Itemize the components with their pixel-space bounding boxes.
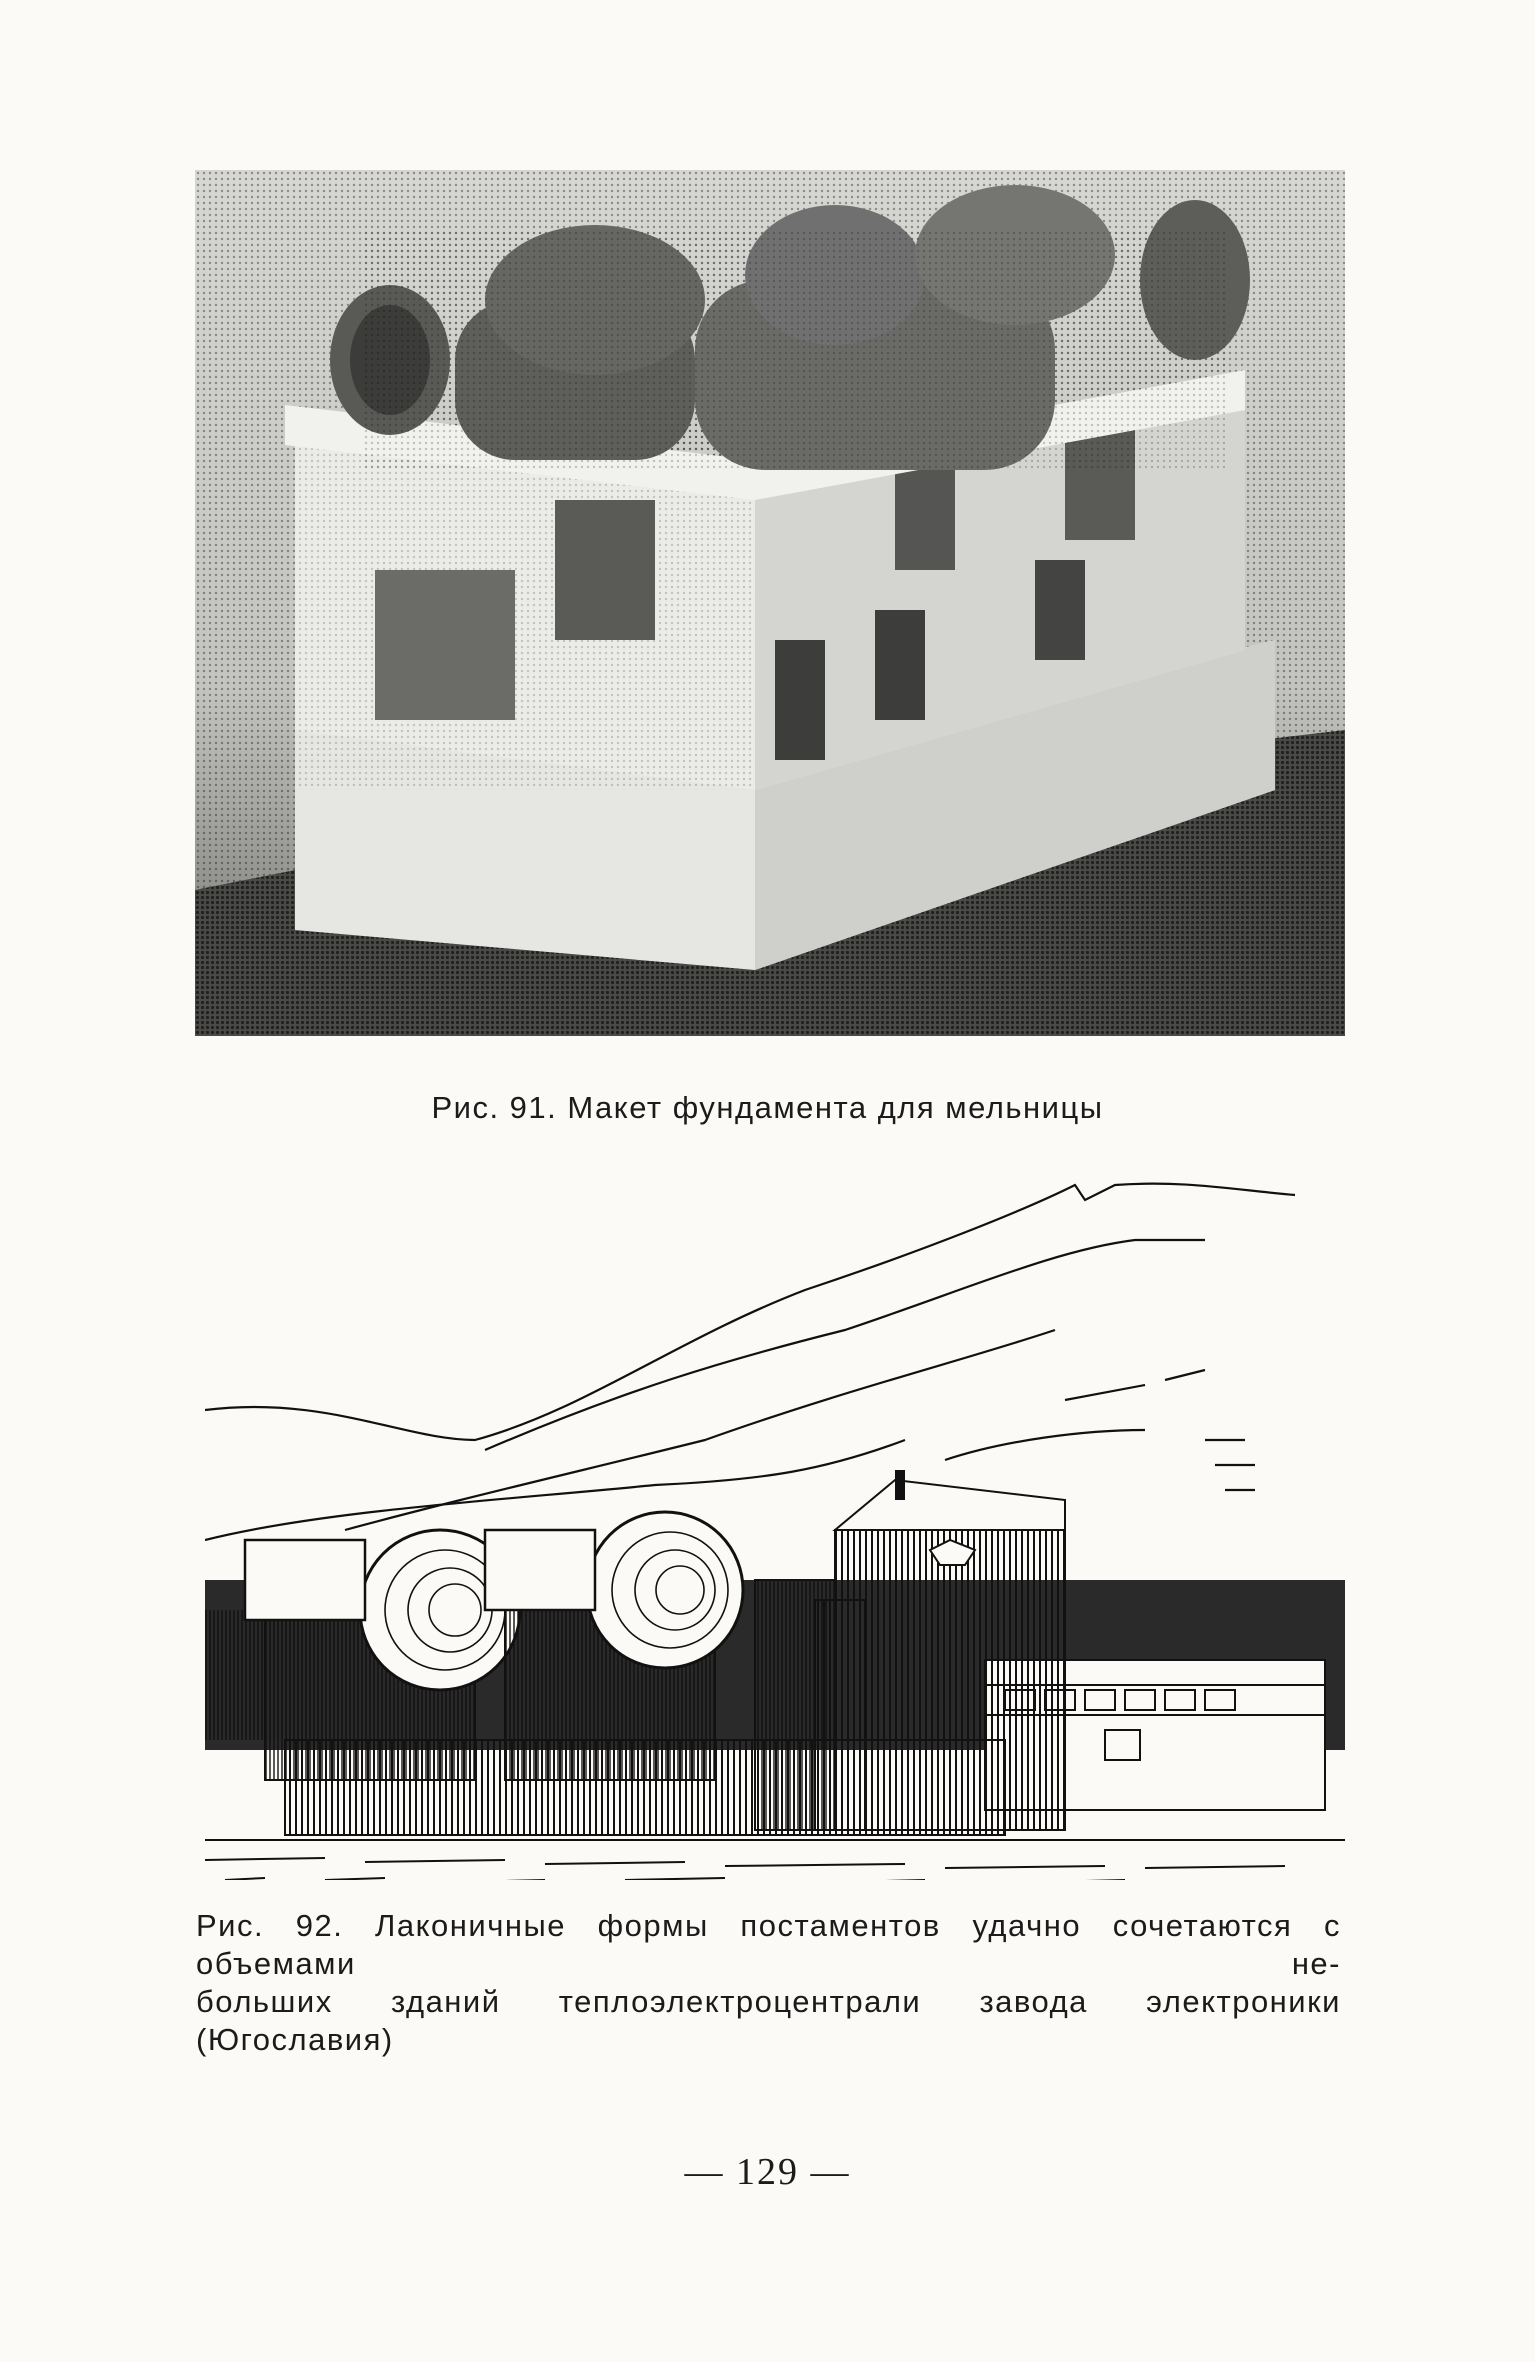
figure-92-caption-line-2: больших зданий теплоэлектроцентрали завода электроники (Югославия) [196,1984,1341,2057]
figure-92-drawing [205,1140,1345,1880]
figure-91-caption: Рис. 91. Макет фундамента для мельницы [431,1090,1104,1125]
power-plant-line-drawing [205,1140,1345,1880]
figure-92-caption [196,1907,1341,2059]
figure-91-photo [195,170,1345,1036]
figure-92-caption-line-1: Рис. 92. Лаконичные формы постаментов удачно сочетаются с объемами не- [196,1908,1341,1981]
page-number: — 129 — [684,2151,851,2193]
mill-foundation-model-image [195,170,1345,1036]
